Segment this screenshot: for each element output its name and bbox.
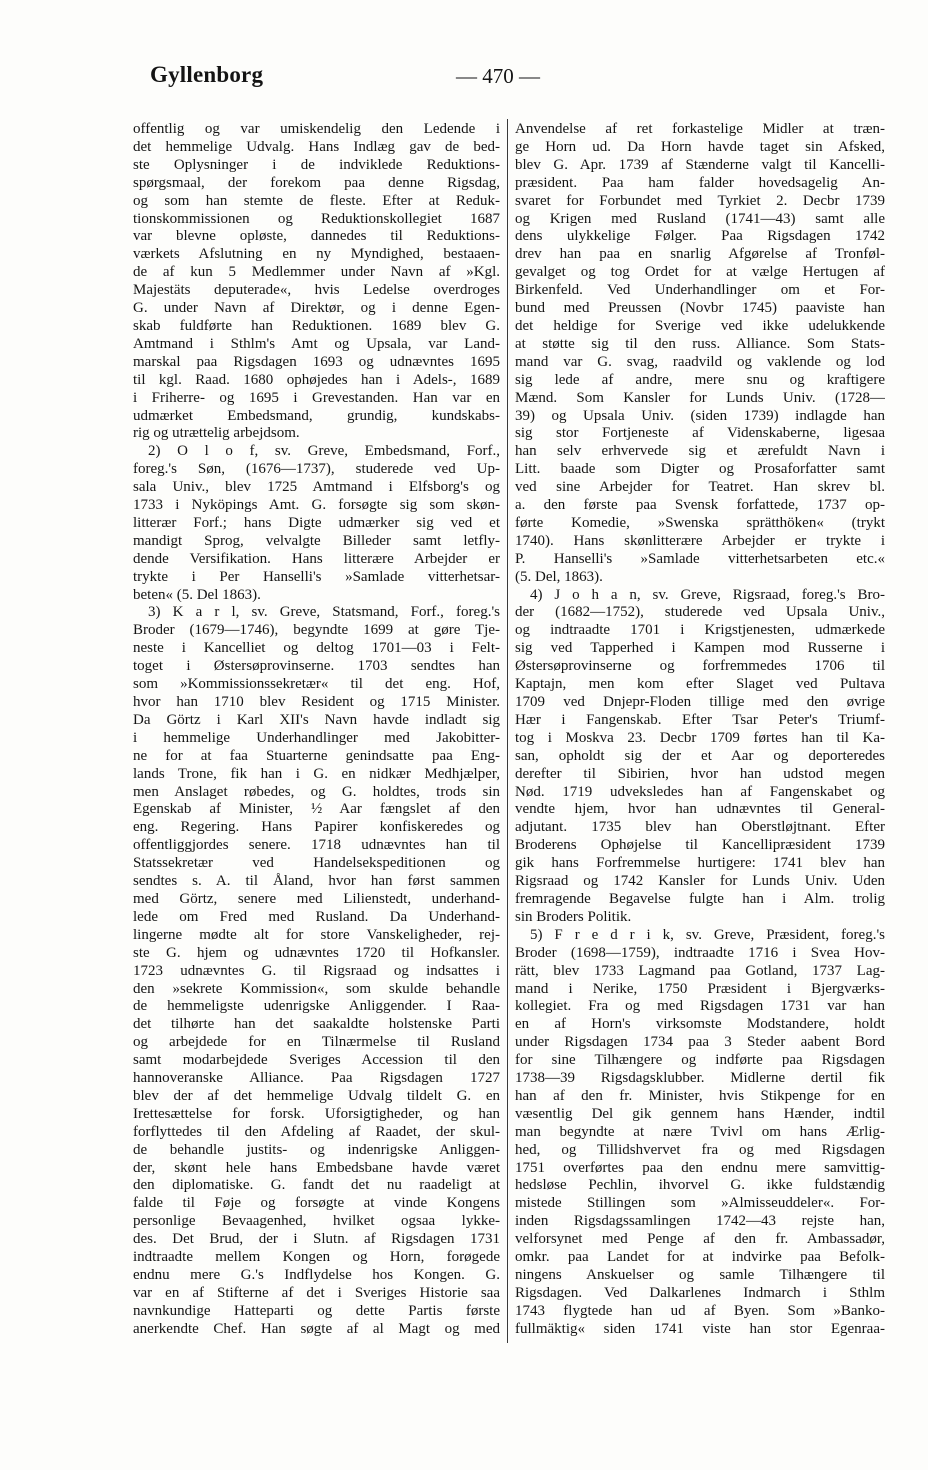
text-line: navnkundige Hatteparti og dette Partis første [133, 1302, 500, 1319]
text-line: hedsløse Pechlin, ihvorvel G. ikke fuldstændig [515, 1177, 885, 1194]
text-line: beten« (5. Del 1863). [133, 586, 261, 603]
text-line: Irettesættelse for forsk. Uforsigtigheder, og han [133, 1105, 500, 1122]
text-line: en af Horn's virksomste Modstandere, holdt [515, 1016, 885, 1033]
paragraph [515, 927, 885, 1339]
text-line: og som han stemte de fleste. Efter at Reduk- [133, 192, 500, 209]
text-line: svaret for Forbundet med Tyrkiet 2. Decbr 1739 [515, 192, 885, 209]
text-line: derefter til Sibirien, hvor han udstod megen [515, 765, 885, 782]
text-line: der (1682—1752), studerede ved Upsala Univ., [515, 604, 885, 621]
text-line: for sine Tilhængere og indførte paa Rigsdagen [515, 1052, 885, 1069]
text-line: i hemmelige Underhandlinger med Jakobitter- [133, 729, 500, 746]
text-line: rig og utrættelig arbejdsom. [133, 425, 300, 442]
text-line: 39) og Upsala Univ. (siden 1739) indlagde han [515, 407, 885, 424]
text-line: skab fuldførte han Reduktionen. 1689 blev G. [133, 317, 500, 334]
text-line: litterær Forf.; hans Digte udmærker sig ved et [133, 514, 500, 531]
text-line: Broderens Ophøjelse til Kancellipræsident 1739 [515, 837, 885, 854]
text-line: Da Görtz i Karl XII's Navn havde indladt sig [133, 711, 500, 728]
text-line: Majestäts deputerade«, hvis Ledelse overdroges [133, 282, 500, 299]
text-line: mand i Nerike, 1750 Præsident i Bjergværks- [515, 980, 885, 997]
text-line: inden Rigsdagssamlingen 1742—43 rejste han, [515, 1213, 885, 1230]
text-line: sendtes s. A. til Åland, hvor han først sammen [133, 873, 500, 890]
text-line: foreg.'s Søn, (1676—1737), studerede ved Up- [133, 461, 500, 478]
text-line: ge Horn ud. Da Horn havde taget sin Afsked, [515, 138, 885, 155]
text-line: 1733 i Nyköpings Amt. G. forsøgte sig som skøn- [133, 497, 500, 514]
text-line: gik hans Forfremmelse hurtigere: 1741 blev han [515, 855, 885, 872]
text-line: Amtmand i Sthlm's Amt og Upsala, var Land- [133, 335, 500, 352]
text-line: 1743 flygtede han ud af Byen. Som »Banko- [515, 1302, 885, 1319]
text-line: toget i Østersøprovinserne. 1703 sendtes han [133, 658, 500, 675]
text-line: trykte i Per Hanselli's »Samlade vitterhetsar- [133, 568, 500, 585]
running-title: Gyllenborg [150, 62, 264, 87]
text-line: adjutant. 1735 blev han Oberstløjtnant. Efter [515, 819, 885, 836]
text-line: var en af Stifterne af det i Sveriges Historie saa [133, 1284, 500, 1301]
text-line: offentliggjordes senere. 1718 udnævntes han til [133, 837, 500, 854]
text-line: førte Komedie, »Swenska sprätthöken« (trykt [515, 514, 885, 531]
text-line: eng. Regering. Hans Papirer konfiskeredes og [133, 819, 500, 836]
text-line: lands Trone, fik han i G. en nidkær Medhjælper, [133, 765, 500, 782]
text-line: 2) O l o f, sv. Greve, Embedsmand, Forf., [148, 443, 500, 460]
text-line: neste i Kancelliet og deltog 1701—03 i Felt- [133, 640, 500, 657]
text-line: udmærket Embedsmand, grundig, kundskabs- [133, 407, 500, 424]
paragraph [133, 604, 500, 1338]
text-line: Anvendelse af ret forkastelige Midler at træn- [515, 121, 885, 137]
text-line: marskal paa Rigsdagen 1693 og udnævntes 1695 [133, 353, 500, 370]
text-line: sin Broders Politik. [515, 908, 632, 925]
text-line: de hemmeligste udenrigske Anliggender. I Raa- [133, 998, 500, 1015]
text-line: 1738—39 Rigsdagsklubber. Midlerne dertil fik [515, 1070, 885, 1087]
text-line: Broder (1679—1746), begyndte 1699 at gøre Tje- [133, 622, 500, 639]
text-line: Statssekretær ved Handelsekspeditionen og [133, 855, 500, 872]
column-right [515, 121, 885, 1339]
text-line: Litt. baade som Digter og Prosaforfatter samt [515, 461, 885, 478]
column-divider [507, 119, 508, 1343]
text-line: Broder (1698—1759), indtraadte 1716 i Svea Hov- [515, 944, 885, 961]
text-line: 3) K a r l, sv. Greve, Statsmand, Forf., foreg.'s [148, 604, 500, 621]
text-line: Hær i Fangenskab. Efter Tsar Peter's Triumf- [515, 711, 885, 728]
text-line: velforsynet med Penge af den fr. Ambassadør, [515, 1231, 885, 1248]
text-line: Nød. 1719 udveksledes han af Fangenskabet og [515, 783, 885, 800]
text-line: bund med Preussen (Novbr 1745) paaviste han [515, 300, 885, 317]
text-line: forflyttedes til den Afdeling af Raadet, der skul- [133, 1123, 500, 1140]
text-line: de af kun 5 Medlemmer under Navn af »Kgl. [133, 264, 500, 281]
text-line: ved sine Arbejder for Teatret. Han skrev bl. [515, 479, 885, 496]
text-line: man begyndte at nære Tvivl om hans Ærlig- [515, 1123, 885, 1140]
text-line: fullmäktig« siden 1741 viste han stor Egenraa- [515, 1320, 885, 1337]
text-line: var blevne opløste, dannedes til Reduktions- [133, 228, 500, 245]
text-line: 1723 udnævntes G. til Rigsraad og indsattes i [133, 962, 500, 979]
text-line: vendte hjem, hvor han udnævntes til General- [515, 801, 885, 818]
text-line: indtraadte mellem Kongen og Horn, forøgede [133, 1249, 500, 1266]
text-line: omkr. paa Landet for at indvirke paa Befolk- [515, 1249, 885, 1266]
text-line: sig lede af andre, mere snu og kraftigere [515, 371, 885, 388]
text-line: drev han paa en snarlig Afgørelse af Tronføl- [515, 246, 885, 263]
text-line: blev der af det hemmelige Udvalg tildelt G. en [133, 1087, 500, 1104]
text-line: san, opholdt sig der et Aar og deporteredes [515, 747, 885, 764]
text-line: offentlig og var umiskendelig den Ledende i [133, 121, 500, 137]
text-line: G. under Navn af Direktør, og i denne Egen- [133, 300, 500, 317]
text-line: mand var G. svag, raadvild og vaklende og lod [515, 353, 885, 370]
text-line: des. Det Brud, der i Slutn. af Rigsdagen 1731 [133, 1231, 500, 1248]
text-line: lede om Fred med Rusland. Da Underhand- [133, 908, 500, 925]
paragraph [515, 587, 885, 927]
text-line: lingerne mødte alt for store Vanskeligheder, rej- [133, 926, 500, 943]
paragraph [133, 121, 500, 443]
text-line: sala Univ., blev 1725 Amtmand i Elfsborg's og [133, 479, 500, 496]
text-line: han selv erhvervede sig et ærefuldt Navn i [515, 443, 885, 460]
text-line: ste G. hjem og udnævntes 1720 til Hofkansler. [133, 944, 500, 961]
text-line: præsident. Paa ham falder hovedsagelig An- [515, 174, 885, 191]
text-line: blev G. Apr. 1739 af Stænderne valgt til Kancelli- [515, 156, 885, 173]
text-line: dende Versifikation. Hans litterære Arbejder er [133, 550, 500, 567]
text-line: ningens Anskuelser og samle Tilhængere til [515, 1267, 885, 1283]
text-line: sig stor Fortjeneste af Videnskaberne, ligesaa [515, 425, 885, 442]
page-number: — 470 — [456, 64, 540, 88]
text-line: ne for at faa Stuarterne genindsatte paa Eng- [133, 747, 500, 764]
text-line: hannoveranske Alliance. Paa Rigsdagen 1727 [133, 1070, 500, 1087]
text-line: og arbejdede for en Tilnærmelse til Rusland [133, 1034, 500, 1051]
text-line: anerkendte Chef. Han søgte af al Magt og med [133, 1320, 500, 1337]
text-line: 5) F r e d r i k, sv. Greve, Præsident, foreg.'s [530, 926, 885, 943]
text-line: kollegiet. Fra og med Rigsdagen 1731 var han [515, 998, 885, 1015]
text-line: som »Kommissionssekretær« til det eng. Hof, [133, 676, 500, 693]
text-line: endnu mere G.'s Indflydelse hos Kongen. G. [133, 1267, 500, 1283]
text-line: og indtraadte 1701 i Krigstjenesten, udmærkede [515, 622, 885, 639]
text-line: tog i Moskva 23. Decbr 1709 førtes han til Ka- [515, 729, 885, 746]
text-line: det hemmelige Udvalg. Hans Indlæg gav de bed- [133, 138, 500, 155]
text-line: tionskommissionen og Reduktionskollegiet 1687 [133, 210, 500, 227]
text-line: mistede Stillingen som »Almisseuddeler«. For- [515, 1195, 885, 1212]
text-line: men Anslaget røbedes, og G. holdtes, trods sin [133, 783, 500, 800]
text-line: dens ulykkelige Følger. Paa Rigsdagen 1742 [515, 228, 885, 245]
text-line: hvor han 1710 blev Resident og 1715 Minister. [133, 694, 500, 710]
paragraph [515, 121, 885, 587]
text-line: Østersøprovinserne og forfremmedes 1706 til [515, 658, 885, 675]
text-line: fremragende Begavelse fulgte han i Alm. trolig [515, 890, 885, 907]
text-line: under Rigsdagen 1734 paa 3 Steder aabent Bord [515, 1034, 885, 1051]
text-line: a. den første paa Svensk forfattede, 1737 op- [515, 497, 885, 514]
text-line: P. Hanselli's »Samlade vitterhetsarbeten etc.« [515, 550, 885, 567]
text-line: med Görtz, senere med Lilienstedt, underhand- [133, 890, 500, 907]
text-line: gevalget og tog Ordet for at vælge Hertugen af [515, 264, 885, 281]
text-line: Kaptajn, men kom efter Slaget ved Pultava [515, 676, 885, 693]
text-line: værkets Afslutning en ny Myndighed, bestaaen- [133, 246, 500, 263]
text-line: væsentlig Del gik gennem hans Hænder, indtil [515, 1105, 885, 1122]
text-line: ste Oplysninger i de indviklede Reduktions- [133, 156, 500, 173]
text-line: i Friherre- og 1695 i Grevestanden. Han var en [133, 389, 500, 406]
text-line: spørgsmaal, der forekom paa denne Rigsdag, [133, 174, 500, 191]
text-line: sig ved Tapperhed i Kampen mod Russerne i [515, 640, 885, 657]
text-line: falde til Føje og forsøgte at vinde Kongens [133, 1195, 500, 1212]
text-line: til kgl. Raad. 1680 ophøjedes han i Adels-, 1689 [133, 371, 500, 388]
text-line: Egenskab af Minister, ½ Aar fængslet af den [133, 801, 500, 818]
text-line: (5. Del, 1863). [515, 568, 603, 585]
text-line: det heldige for Sverige ved ikke udelukkende [515, 317, 885, 334]
text-line: Birkenfeld. Ved Underhandlinger om et For- [515, 282, 885, 299]
text-line: den diplomatiske. G. fandt det nu raadeligt at [133, 1177, 500, 1194]
text-line: 1740). Hans skønlitterære Arbejder er trykte i [515, 532, 885, 549]
text-line: han af den fr. Minister, hvis Stikpenge for en [515, 1087, 885, 1104]
text-line: 4) J o h a n, sv. Greve, Rigsraad, foreg.'s Bro- [530, 586, 885, 603]
text-line: samt modarbejdede Sveriges Accession til den [133, 1052, 500, 1069]
text-line: Rigsdagen. Ved Dalkarlenes Indmarch i Sthlm [515, 1284, 885, 1301]
text-line: 1709 ved Dnjepr-Floden tillige med den øvrige [515, 694, 885, 710]
column-left [133, 121, 500, 1339]
text-line: der, skønt hele hans Embedsbane havde været [133, 1159, 500, 1176]
text-line: at støtte sig til den russ. Alliance. Som Stats- [515, 335, 885, 352]
text-line: de behandle justits- og indenrigske Anliggen- [133, 1141, 500, 1158]
text-line: personlige Bevaagenhed, hvilket ogsaa lykke- [133, 1213, 500, 1230]
text-line: 1751 overførtes paa den endnu mere samvittig- [515, 1159, 885, 1176]
text-line: rätt, blev 1733 Lagmand paa Gotland, 1737 Lag- [515, 962, 885, 979]
text-line: mandigt Sprog, velvalgte Billeder samt letfly- [133, 532, 500, 549]
text-line: det tilhørte han det saakaldte holstenske Parti [133, 1016, 500, 1033]
text-line: Rigsraad og 1742 Kansler for Lunds Univ. Uden [515, 873, 885, 890]
paragraph [133, 443, 500, 604]
text-line: Mænd. Som Kansler for Lunds Univ. (1728— [515, 389, 885, 406]
text-line: og Krigen med Rusland (1741—43) samt alle [515, 210, 885, 227]
text-line: hed, og Tillidshvervet fra og med Rigsdagen [515, 1141, 885, 1158]
text-line: den »sekrete Kommission«, som skulde behandle [133, 980, 500, 997]
